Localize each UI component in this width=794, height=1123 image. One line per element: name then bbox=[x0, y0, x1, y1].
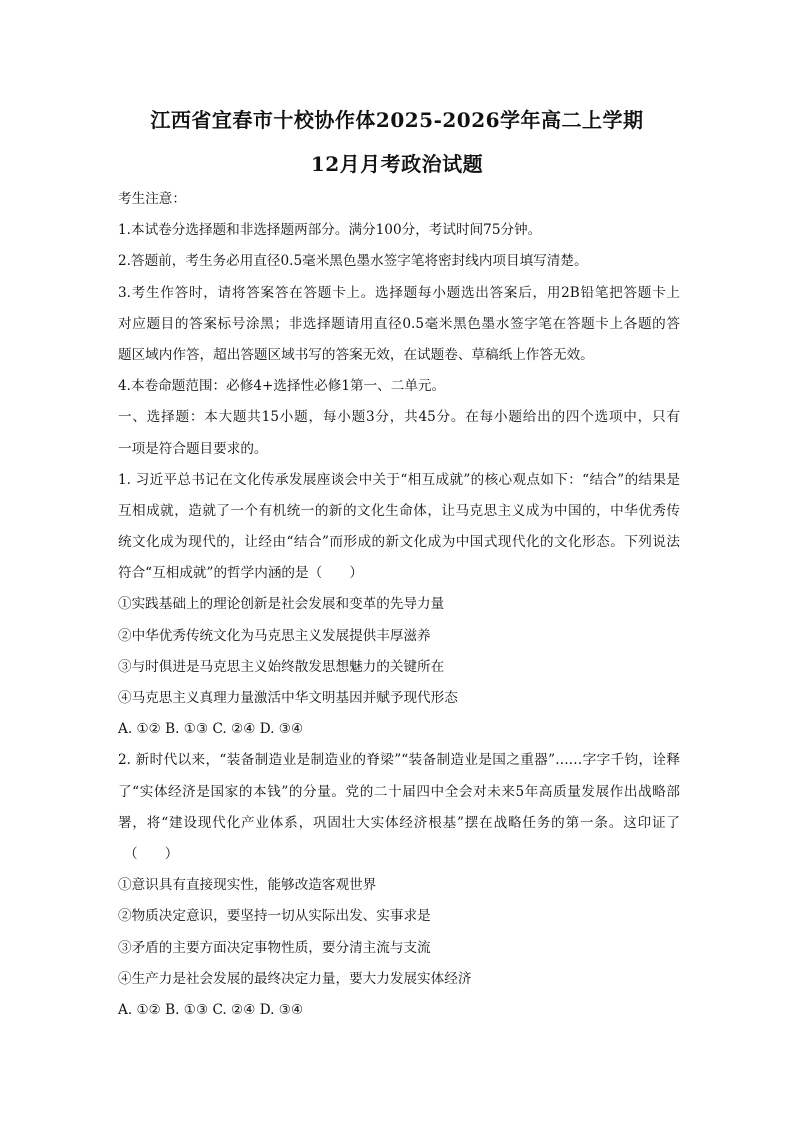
notice-item-4: 4.本卷命题范围：必修4+选择性必修1第一、二单元。 bbox=[118, 378, 446, 395]
notice-item-1: 1.本试卷分选择题和非选择题两部分。满分100分，考试时间75分钟。 bbox=[118, 222, 542, 239]
question-2-stem-line-1: 2. 新时代以来，“装备制造业是制造业的脊梁”“装备制造业是国之重器”……字字千钧，诠释 bbox=[118, 752, 680, 769]
question-1-option-4: ④马克思主义真理力量激活中华文明基因并赋予现代形态 bbox=[118, 690, 458, 706]
exam-title-line-1: 江西省宜春市十校协作体2025-2026学年高二上学期 bbox=[150, 108, 644, 132]
question-1-option-3: ③与时俱进是马克思主义始终散发思想魅力的关键所在 bbox=[118, 658, 445, 675]
question-1-stem-line-2: 互相成就，造就了一个有机统一的新的文化生命体，让马克思主义成为中国的，中华优秀传 bbox=[118, 502, 680, 519]
question-2-stem-line-4: （ ） bbox=[124, 845, 179, 862]
question-2-stem-line-3: 署，将“建设现代化产业体系，巩固壮大实体经济根基”摆在战略任务的第一条。这印证了 bbox=[118, 814, 680, 831]
section-1-heading-line-1: 一、选择题：本大题共15小题，每小题3分，共45分。在每小题给出的四个选项中，只有 bbox=[118, 409, 680, 426]
exam-title-line-2: 12月月考政治试题 bbox=[310, 152, 484, 176]
question-2-choices: A. ①② B. ①③ C. ②④ D. ③④ bbox=[118, 1001, 304, 1018]
notice-heading: 考生注意： bbox=[118, 191, 186, 207]
notice-item-3-line-3: 题区域内作答，超出答题区域书写的答案无效，在试题卷、草稿纸上作答无效。 bbox=[118, 346, 594, 363]
question-2-option-2: ②物质决定意识，要坚持一切从实际出发、实事求是 bbox=[118, 908, 431, 925]
question-2-option-3: ③矛盾的主要方面决定事物性质，要分清主流与支流 bbox=[118, 939, 431, 956]
question-1-stem-line-1: 1. 习近平总书记在文化传承发展座谈会中关于“相互成就”的核心观点如下：“结合”的结果是 bbox=[118, 471, 680, 488]
question-1-option-2: ②中华优秀传统文化为马克思主义发展提供丰厚滋养 bbox=[118, 627, 431, 644]
question-1-choices: A. ①② B. ①③ C. ②④ D. ③④ bbox=[118, 721, 304, 738]
question-2-option-1: ①意识具有直接现实性，能够改造客观世界 bbox=[118, 877, 377, 894]
section-1-heading-line-2: 一项是符合题目要求的。 bbox=[118, 440, 268, 457]
question-2-stem-line-2: 了“实体经济是国家的本钱”的分量。党的二十届四中全会对未来5年高质量发展作出战略部 bbox=[118, 783, 680, 800]
exam-body bbox=[118, 184, 680, 1026]
question-1-option-1: ①实践基础上的理论创新是社会发展和变革的先导力量 bbox=[118, 596, 445, 613]
question-2-option-4: ④生产力是社会发展的最终决定力量，要大力发展实体经济 bbox=[118, 970, 472, 987]
question-1-stem-line-3: 统文化成为现代的，让经由“结合”而形成的新文化成为中国式现代化的文化形态。下列说法 bbox=[118, 534, 680, 551]
notice-item-3-line-2: 对应题目的答案标号涂黑；非选择题请用直径0.5毫米黑色墨水签字笔在答题卡上各题的答 bbox=[118, 315, 680, 332]
notice-item-3-line-1: 3.考生作答时，请将答案答在答题卡上。选择题每小题选出答案后，用2B铅笔把答题卡上 bbox=[118, 284, 680, 301]
question-1-stem-line-4: 符合“互相成就”的哲学内涵的是（ ） bbox=[118, 565, 363, 582]
notice-item-2: 2.答题前，考生务必用直径0.5毫米黑色墨水签字笔将密封线内项目填写清楚。 bbox=[118, 253, 588, 270]
